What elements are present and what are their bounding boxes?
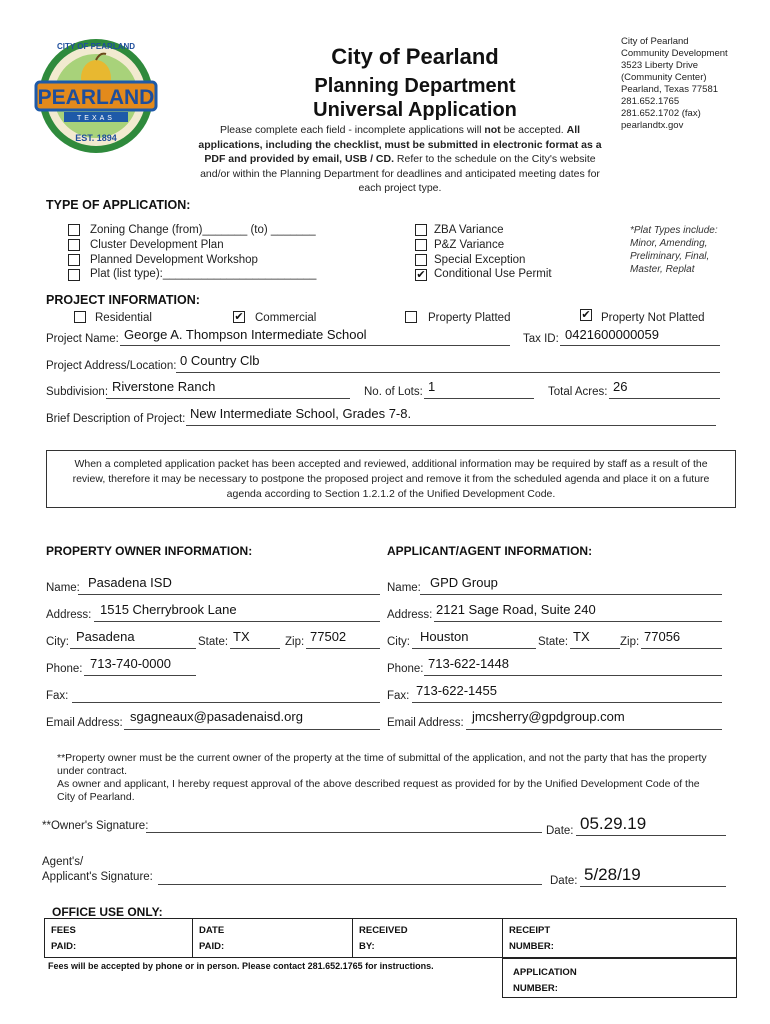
owner-state-field[interactable]: TX: [233, 629, 250, 644]
agent-signature-label: Applicant's Signature:: [42, 871, 153, 883]
not-platted-label: Property Not Platted: [601, 312, 705, 324]
office-use-table: FEES PAID: DATE PAID: RECEIVED BY: RECEIPT NUMBER:: [44, 918, 737, 958]
agent-email-field[interactable]: jmcsherry@gpdgroup.com: [472, 709, 625, 724]
pd-workshop-checkbox[interactable]: [68, 254, 80, 266]
svg-text:TEXAS: TEXAS: [77, 115, 115, 122]
tax-id-label: Tax ID:: [523, 333, 559, 345]
owner-date-field[interactable]: 05.29.19: [580, 814, 647, 833]
zba-variance-checkbox[interactable]: [415, 224, 427, 236]
owner-heading: PROPERTY OWNER INFORMATION:: [46, 544, 253, 558]
owner-signature-label: **Owner's Signature:: [42, 820, 149, 832]
zoning-change-checkbox[interactable]: [68, 224, 80, 236]
page-subtitle: Planning Department Universal Application: [313, 75, 517, 121]
agent-name-field[interactable]: GPD Group: [430, 575, 498, 590]
pd-workshop-label: Planned Development Workshop: [90, 254, 258, 266]
plat-label: Plat (list type):________________________: [90, 268, 317, 280]
agent-phone-field[interactable]: 713-622-1448: [428, 656, 509, 671]
type-heading: TYPE OF APPLICATION:: [46, 198, 191, 212]
conditional-use-label: Conditional Use Permit: [434, 268, 552, 280]
svg-text:EST. 1894: EST. 1894: [75, 133, 117, 143]
zba-variance-label: ZBA Variance: [434, 224, 504, 236]
disclaimer: **Property owner must be the current owner of the property at the time of submittal of the application, and not the party that has the property under contract. As owner and applicant, I hereby request approval of the above described request as provided for by the Unified Development Code of the City of Pearland.: [57, 752, 707, 803]
commercial-checkbox[interactable]: ✔: [234, 311, 244, 323]
instructions: Please complete each field - incomplete applications will not be accepted. All applications, including the checklist, must be submitted in electronic format as a PDF and provided by email, USB / CD. Refer to the schedule on the City's website and/or within the Planning Department for deadlines and anticipated meeting dates for each project type.: [198, 124, 602, 194]
agent-date-field[interactable]: 5/28/19: [584, 865, 641, 884]
pz-variance-label: P&Z Variance: [434, 239, 505, 251]
tax-id-field[interactable]: 0421600000059: [565, 327, 659, 342]
project-name-label: Project Name:: [46, 333, 119, 345]
subdivision-field[interactable]: Riverstone Ranch: [112, 379, 216, 394]
platted-checkbox[interactable]: [405, 311, 417, 323]
page-title: City of Pearland: [331, 44, 499, 69]
lots-label: No. of Lots:: [364, 386, 423, 398]
notice-box: When a completed application packet has been accepted and reviewed, additional information may be required by staff as a result of the review, therefore it may be necessary to postpone the proposed project and remove it from the scheduled agenda and place it on a future agenda according to Section 1.2.1.2 of the Unified Development Code.: [46, 450, 736, 508]
application-number-box: APPLICATION NUMBER:: [502, 958, 737, 998]
platted-label: Property Platted: [428, 312, 511, 324]
cluster-plan-checkbox[interactable]: [68, 239, 80, 251]
commercial-label: Commercial: [255, 312, 317, 324]
agent-state-field[interactable]: TX: [573, 629, 590, 644]
project-heading: PROJECT INFORMATION:: [46, 293, 200, 307]
svg-text:CITY OF PEARLAND: CITY OF PEARLAND: [56, 42, 136, 51]
agent-city-field[interactable]: Houston: [420, 629, 469, 644]
owner-phone-field[interactable]: 713-740-0000: [90, 656, 171, 671]
special-exception-checkbox[interactable]: [415, 254, 427, 266]
project-address-label: Project Address/Location:: [46, 360, 177, 372]
acres-field[interactable]: 26: [613, 379, 628, 394]
logo-main-text: PEARLAND: [37, 86, 155, 109]
agent-address-field[interactable]: 2121 Sage Road, Suite 240: [436, 602, 596, 617]
project-name-field[interactable]: George A. Thompson Intermediate School: [124, 327, 367, 342]
acres-label: Total Acres:: [548, 386, 608, 398]
residential-checkbox[interactable]: [74, 311, 86, 323]
pearland-logo: [34, 36, 158, 156]
description-field[interactable]: New Intermediate School, Grades 7-8.: [190, 406, 412, 421]
owner-address-field[interactable]: 1515 Cherrybrook Lane: [100, 602, 237, 617]
conditional-use-checkbox[interactable]: ✔: [416, 269, 426, 281]
office-heading: OFFICE USE ONLY:: [52, 905, 163, 919]
owner-name-field[interactable]: Pasadena ISD: [88, 575, 172, 590]
not-platted-checkbox[interactable]: ✔: [581, 309, 591, 321]
owner-email-field[interactable]: sgagneaux@pasadenaisd.org: [130, 709, 303, 724]
agent-heading: APPLICANT/AGENT INFORMATION:: [387, 544, 593, 558]
residential-label: Residential: [95, 312, 152, 324]
fees-note: Fees will be accepted by phone or in person. Please contact 281.652.1765 for instructions.: [48, 961, 434, 971]
zoning-change-label: Zoning Change (from)_______ (to) _______: [90, 224, 316, 236]
subdivision-label: Subdivision:: [46, 386, 109, 398]
city-address-block: City of Pearland Community Development 3523 Liberty Drive (Community Center) Pearland, Texas 77581 281.652.1765 281.652.1702 (fax) pearlandtx.gov: [621, 36, 728, 131]
project-address-field[interactable]: 0 Country Clb: [180, 353, 260, 368]
agent-zip-field[interactable]: 77056: [644, 629, 681, 644]
plat-types-note: *Plat Types include: Minor, Amending, Preliminary, Final, Master, Replat: [630, 225, 718, 275]
pz-variance-checkbox[interactable]: [415, 239, 427, 251]
owner-zip-field[interactable]: 77502: [310, 629, 347, 644]
description-label: Brief Description of Project:: [46, 413, 186, 425]
owner-city-field[interactable]: Pasadena: [76, 629, 135, 644]
agent-fax-field[interactable]: 713-622-1455: [416, 683, 497, 698]
special-exception-label: Special Exception: [434, 254, 526, 266]
cluster-plan-label: Cluster Development Plan: [90, 239, 224, 251]
lots-field[interactable]: 1: [428, 379, 436, 394]
plat-checkbox[interactable]: [68, 269, 80, 281]
